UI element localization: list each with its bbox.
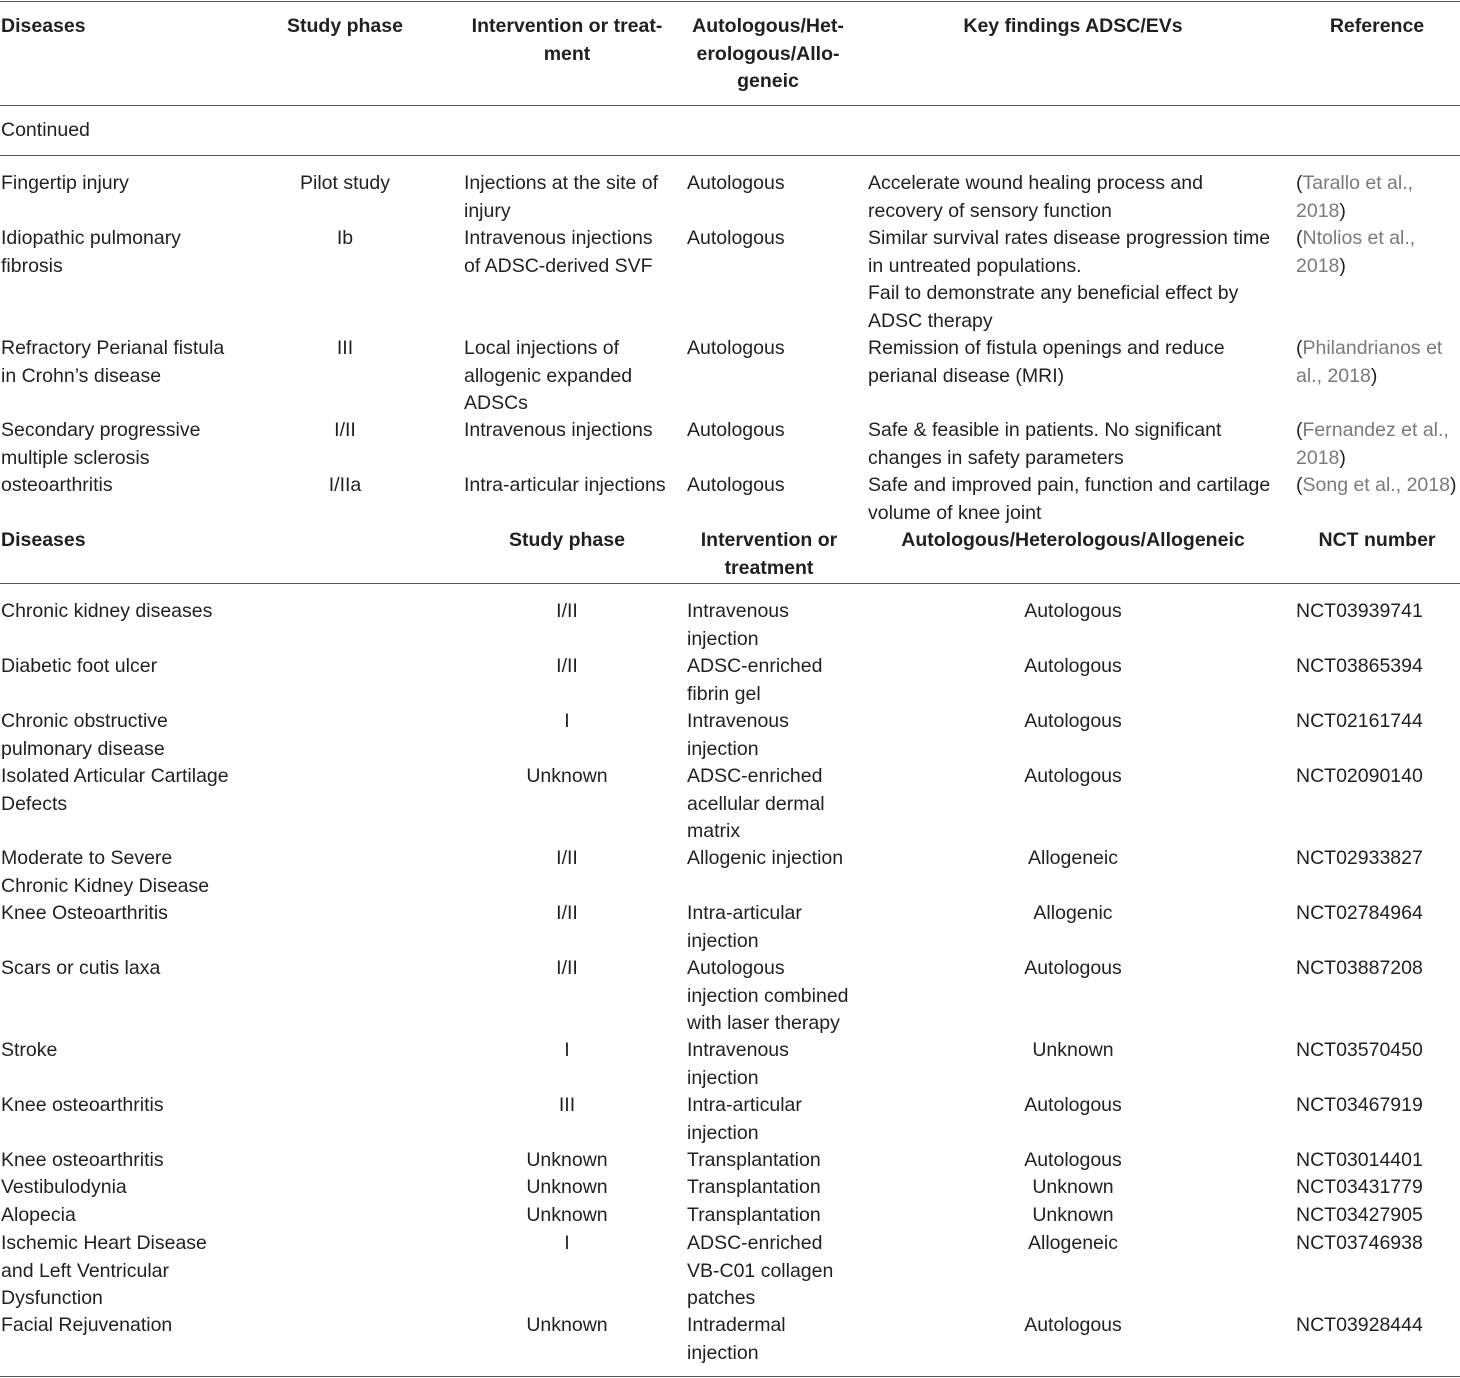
nct-number-cell: NCT03865394 (1296, 655, 1423, 677)
origin-cell: Allogeneic (1028, 847, 1118, 869)
paren-open: ( (1296, 474, 1303, 496)
table-bottom-rule (0, 1376, 1460, 1377)
origin-cell: Autologous (1024, 710, 1122, 732)
disease-cell: Refractory Perianal fistula in Crohn’s disease (1, 337, 225, 387)
header-reference: Reference (1329, 15, 1425, 37)
reference-link[interactable]: Fernandez et al., 2018 (1296, 419, 1449, 469)
nct-number-cell: NCT02161744 (1296, 710, 1423, 732)
intervention-cell: Transplantation (687, 1204, 821, 1226)
origin-cell: Autologous (1024, 957, 1122, 979)
header2-diseases: Diseases (1, 529, 86, 551)
disease-cell: Idiopathic pulmonary fibrosis (1, 227, 181, 277)
intervention-cell: Local injections of allogenic expanded ADSCs (464, 337, 633, 414)
key-findings-cell: Accelerate wound healing process and recovery of sensory function (868, 172, 1203, 222)
disease-cell: Knee Osteoarthritis (1, 902, 168, 924)
reference-link[interactable]: Tarallo et al., 2018 (1296, 172, 1414, 222)
origin-cell: Autologous (687, 337, 785, 359)
nct-number-cell: NCT03427905 (1296, 1204, 1423, 1226)
paren-close: ) (1449, 474, 1457, 496)
intervention-cell: Autologous injection combined with laser therapy (687, 957, 849, 1034)
paren-open: ( (1296, 172, 1303, 194)
intervention-cell: Intradermal injection (687, 1314, 786, 1364)
nct-number-cell: NCT03467919 (1296, 1094, 1423, 1116)
continued-label: Continued (1, 119, 90, 141)
key-findings-cell: Safe & feasible in patients. No significant changes in safety parameters (868, 419, 1222, 469)
study-phase-cell: Ib (336, 227, 354, 249)
paren-open: ( (1296, 227, 1303, 249)
origin-cell: Autologous (1024, 765, 1122, 787)
intervention-cell: Transplantation (687, 1176, 821, 1198)
intervention-cell: Intra-articular injection (687, 902, 802, 952)
origin-cell: Unknown (1032, 1176, 1114, 1198)
origin-cell: Autologous (1024, 655, 1122, 677)
origin-cell: Autologous (1024, 1314, 1122, 1336)
reference-link[interactable]: Philandrianos et al., 2018 (1296, 337, 1443, 387)
origin-cell: Autologous (687, 172, 785, 194)
nct-number-cell: NCT02784964 (1296, 902, 1423, 924)
nct-number-cell: NCT03746938 (1296, 1232, 1423, 1254)
study-phase-cell: Unknown (526, 1314, 608, 1336)
reference-cell (1296, 225, 1459, 280)
disease-cell: Knee osteoarthritis (1, 1094, 164, 1116)
study-phase-cell: Pilot study (300, 172, 390, 194)
origin-cell: Autologous (1024, 600, 1122, 622)
intervention-cell: ADSC-enriched acellular dermal matrix (687, 765, 825, 842)
study-phase-cell: I (564, 1039, 570, 1061)
study-phase-cell: Unknown (526, 1176, 608, 1198)
intervention-cell: Injections at the site of injury (464, 172, 659, 222)
origin-cell: Unknown (1032, 1204, 1114, 1226)
study-phase-cell: I (564, 710, 570, 732)
study-phase-cell: III (336, 337, 354, 359)
intervention-cell: Intravenous injection (687, 1039, 789, 1089)
study-phase-cell: I/IIa (328, 474, 362, 496)
study-phase-cell: Unknown (526, 1149, 608, 1171)
key-findings-cell: Safe and improved pain, function and cartilage volume of knee joint (868, 474, 1271, 524)
disease-cell: Isolated Articular Cartilage Defects (1, 765, 229, 815)
disease-cell: Stroke (1, 1039, 58, 1061)
intervention-cell: Intra-articular injections (464, 474, 666, 496)
intervention-cell: Allogenic injection (687, 847, 844, 869)
nct-number-cell: NCT02090140 (1296, 765, 1423, 787)
nct-number-cell: NCT03570450 (1296, 1039, 1423, 1061)
continued-rule (0, 155, 1460, 156)
disease-cell: Vestibulodynia (1, 1176, 127, 1198)
reference-cell (1296, 170, 1459, 225)
nct-number-cell: NCT03939741 (1296, 600, 1423, 622)
header2-origin: Autologous/Heterologous/Allogeneic (901, 529, 1245, 551)
disease-cell: Facial Rejuvenation (1, 1314, 173, 1336)
study-phase-cell: Unknown (526, 1204, 608, 1226)
disease-cell: Moderate to Severe Chronic Kidney Disease (1, 847, 210, 897)
table1-header-rule (0, 105, 1460, 106)
disease-cell: Fingertip injury (1, 172, 129, 194)
origin-cell: Allogeneic (1028, 1232, 1118, 1254)
nct-number-cell: NCT02933827 (1296, 847, 1423, 869)
intervention-cell: Transplantation (687, 1149, 821, 1171)
disease-cell: Knee osteoarthritis (1, 1149, 164, 1171)
header-diseases: Diseases (1, 15, 86, 37)
disease-cell: osteoarthritis (1, 474, 113, 496)
disease-cell: Alopecia (1, 1204, 76, 1226)
disease-cell: Diabetic foot ulcer (1, 655, 158, 677)
intervention-cell: Intra-articular injection (687, 1094, 802, 1144)
origin-cell: Autologous (687, 419, 785, 441)
disease-cell: Secondary progressive multiple sclerosis (1, 419, 201, 469)
nct-number-cell: NCT03928444 (1296, 1314, 1423, 1336)
nct-number-cell: NCT03887208 (1296, 957, 1423, 979)
origin-cell: Unknown (1032, 1039, 1114, 1061)
header2-nct-number: NCT number (1318, 529, 1436, 551)
disease-cell: Ischemic Heart Disease and Left Ventricular Dysfunction (1, 1232, 207, 1309)
disease-cell: Chronic obstructive pulmonary disease (1, 710, 168, 760)
study-phase-cell: III (558, 1094, 576, 1116)
origin-cell: Autologous (1024, 1094, 1122, 1116)
paren-close: ) (1370, 364, 1378, 387)
origin-cell: Autologous (687, 227, 785, 249)
study-phase-cell: I (564, 1232, 570, 1254)
header-intervention: Intervention or treat- ment (471, 15, 663, 65)
study-phase-cell: I/II (556, 847, 578, 869)
paren-close: ) (1339, 446, 1346, 469)
origin-cell: Allogenic (1033, 902, 1113, 924)
intervention-cell: Intravenous injection (687, 710, 789, 760)
table2-header-rule (0, 583, 1460, 584)
disease-cell: Chronic kidney diseases (1, 600, 213, 622)
header-origin: Autologous/Het- erologous/Allo- geneic (692, 15, 844, 92)
reference-cell (1296, 335, 1459, 390)
header2-study-phase: Study phase (509, 529, 625, 551)
header-key-findings: Key findings ADSC/EVs (963, 15, 1183, 37)
paren-close: ) (1339, 254, 1346, 277)
paren-open: ( (1296, 337, 1303, 359)
key-findings-cell: Remission of fistula openings and reduce perianal disease (MRI) (868, 337, 1225, 387)
intervention-cell: ADSC-enriched fibrin gel (687, 655, 823, 705)
study-phase-cell: I/II (556, 957, 578, 979)
reference-link[interactable]: Ntolios et al., 2018 (1296, 227, 1416, 277)
table-top-rule (0, 1, 1460, 2)
nct-number-cell: NCT03014401 (1296, 1149, 1423, 1171)
intervention-cell: ADSC-enriched VB-C01 collagen patches (687, 1232, 834, 1309)
reference-cell (1296, 417, 1459, 472)
study-phase-cell: I/II (556, 600, 578, 622)
disease-cell: Scars or cutis laxa (1, 957, 161, 979)
paren-close: ) (1339, 199, 1346, 222)
origin-cell: Autologous (687, 474, 785, 496)
study-phase-cell: I/II (556, 655, 578, 677)
intervention-cell: Intravenous injection (687, 600, 789, 650)
reference-link[interactable]: Song et al., 2018 (1302, 474, 1450, 496)
study-phase-cell: I/II (556, 902, 578, 924)
origin-cell: Autologous (1024, 1149, 1122, 1171)
intervention-cell: Intravenous injections (464, 419, 653, 441)
intervention-cell: Intravenous injections of ADSC-derived SVF (464, 227, 653, 277)
study-phase-cell: Unknown (526, 765, 608, 787)
study-phase-cell: I/II (334, 419, 356, 441)
header2-intervention: Intervention or treatment (700, 529, 838, 579)
paren-open: ( (1296, 419, 1303, 441)
reference-cell (1296, 472, 1459, 500)
key-findings-cell: Similar survival rates disease progression time in untreated populations. Fail to demonstrate any beneficial effect by ADSC therapy (868, 227, 1271, 332)
header-study-phase: Study phase (287, 15, 403, 37)
nct-number-cell: NCT03431779 (1296, 1176, 1423, 1198)
